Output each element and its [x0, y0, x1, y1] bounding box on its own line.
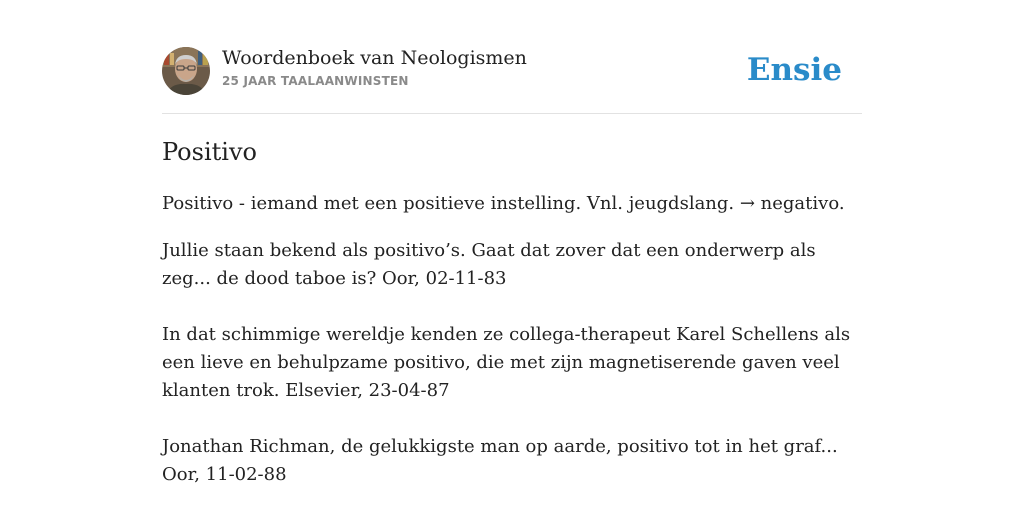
- site-subtitle: 25 JAAR TAALAANWINSTEN: [222, 74, 409, 88]
- ensie-logo[interactable]: Ensie: [746, 52, 842, 88]
- site-title[interactable]: Woordenboek van Neologismen: [222, 47, 527, 69]
- brand-text: [222, 46, 527, 88]
- header-divider: [162, 113, 862, 114]
- entry-definition: Positivo - iemand met een positieve instelling. Vnl. jeugdslang. → negativo.: [162, 193, 845, 214]
- entry-content: [162, 136, 862, 512]
- quote-2: In dat schimmige wereldje kenden ze collega-therapeut Karel Schellens als een lieve en behulpzame positivo, die met zijn magnetiserende gaven veel klanten trok. Elsevier, 23-04-87: [162, 324, 851, 401]
- avatar[interactable]: [162, 47, 210, 95]
- site-header: [162, 46, 862, 96]
- author-portrait-icon: [162, 47, 210, 95]
- quote-1: Jullie staan bekend als positivo’s. Gaat dat zover dat een onderwerp als zeg... de dood taboe is? Oor, 02-11-83: [162, 240, 816, 289]
- entry-title: Positivo: [162, 138, 257, 166]
- quote-3: Jonathan Richman, de gelukkigste man op aarde, positivo tot in het graf... Oor, 11-02-88: [162, 436, 838, 485]
